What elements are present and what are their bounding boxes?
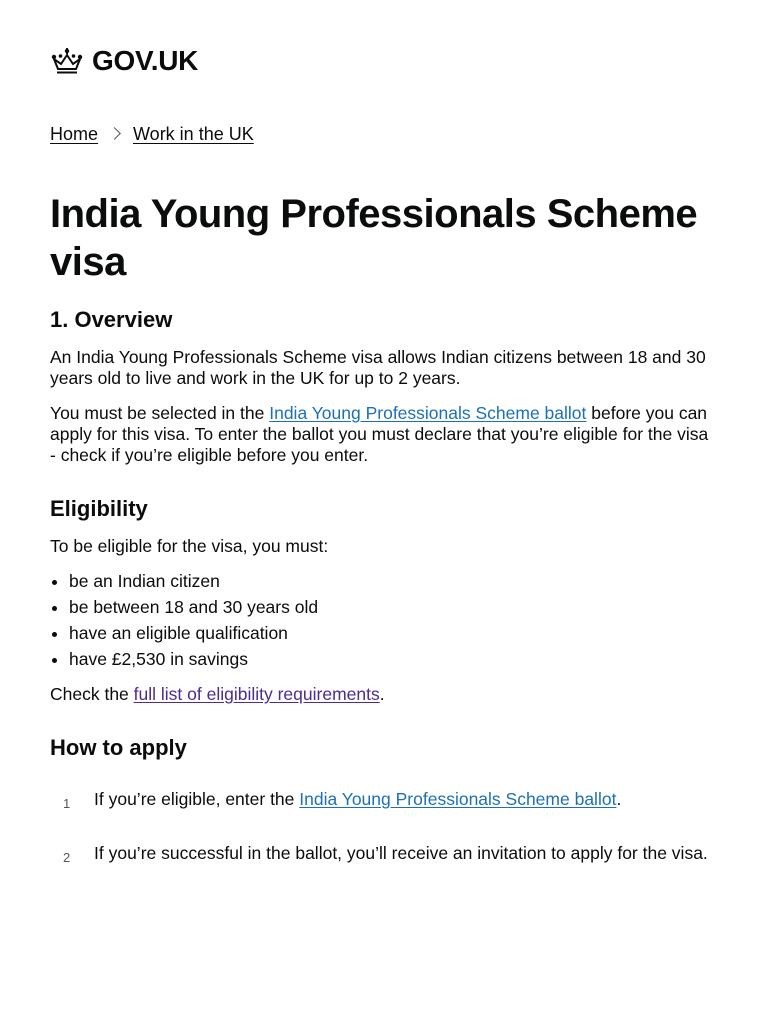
govuk-logo-text[interactable]: GOV.UK bbox=[92, 45, 199, 76]
bullet-icon bbox=[52, 632, 57, 637]
overview-para-2-text bbox=[50, 403, 718, 466]
step-number: 2 bbox=[63, 850, 71, 865]
page-title: India Young Professionals Scheme visa bbox=[50, 192, 698, 284]
bullet-icon bbox=[52, 658, 57, 663]
step-1-after: . bbox=[616, 789, 622, 809]
step-ballot-link[interactable]: India Young Professionals Scheme ballot bbox=[299, 789, 617, 809]
list-item bbox=[50, 597, 718, 623]
how-to-apply-heading: How to apply bbox=[50, 735, 187, 760]
list-item-text: have an eligible qualification bbox=[69, 623, 288, 643]
step-text: If you’re successful in the ballot, you’ll receive an invitation to apply for the visa. bbox=[94, 843, 708, 863]
chevron-right-icon bbox=[108, 127, 121, 140]
overview-heading: 1. Overview bbox=[50, 307, 173, 332]
list-item-text: have £2,530 in savings bbox=[69, 649, 249, 669]
overview-para-2-before: You must be selected in the bbox=[50, 403, 270, 423]
bullet-icon bbox=[52, 580, 57, 585]
overview-section bbox=[50, 306, 718, 334]
list-item-text: be between 18 and 30 years old bbox=[69, 597, 319, 617]
list-item bbox=[50, 571, 718, 597]
crown-icon bbox=[50, 47, 84, 75]
bullet-icon bbox=[52, 606, 57, 611]
eligibility-heading-wrap bbox=[50, 495, 718, 523]
eligibility-heading: Eligibility bbox=[50, 496, 148, 521]
ballot-link[interactable]: India Young Professionals Scheme ballot bbox=[269, 403, 587, 423]
eligibility-list-wrap bbox=[50, 571, 718, 675]
breadcrumb-work-in-the-uk-link[interactable]: Work in the UK bbox=[133, 124, 254, 144]
eligibility-check-before: Check the bbox=[50, 684, 134, 704]
eligibility-list bbox=[50, 571, 718, 675]
govuk-header[interactable] bbox=[50, 44, 198, 78]
breadcrumb-home-link[interactable]: Home bbox=[50, 124, 99, 144]
eligibility-check-text bbox=[50, 684, 718, 705]
overview-para-1 bbox=[50, 347, 718, 389]
overview-para-2-after: before you can apply for this visa. To enter the ballot you must declare that you’re eligible for the visa - check if you’re eligible before you enter. bbox=[50, 403, 709, 465]
eligibility-requirements-link[interactable]: full list of eligibility requirements bbox=[133, 684, 380, 704]
how-to-apply-heading-wrap bbox=[50, 734, 718, 762]
step-1-before: If you’re eligible, enter the bbox=[94, 789, 300, 809]
eligibility-check bbox=[50, 684, 718, 705]
eligibility-intro bbox=[50, 536, 718, 557]
overview-para-2 bbox=[50, 403, 718, 466]
list-item bbox=[50, 649, 718, 675]
eligibility-intro-text: To be eligible for the visa, you must: bbox=[50, 536, 329, 556]
step-text bbox=[94, 789, 734, 810]
step-number: 1 bbox=[63, 796, 71, 811]
overview-para-1-text: An India Young Professionals Scheme visa allows Indian citizens between 18 and 30 years old to live and work in the UK for up to 2 years. bbox=[50, 347, 706, 388]
eligibility-check-after: . bbox=[379, 684, 385, 704]
list-item-text: be an Indian citizen bbox=[69, 571, 220, 591]
list-item bbox=[50, 623, 718, 649]
breadcrumb bbox=[50, 122, 254, 146]
